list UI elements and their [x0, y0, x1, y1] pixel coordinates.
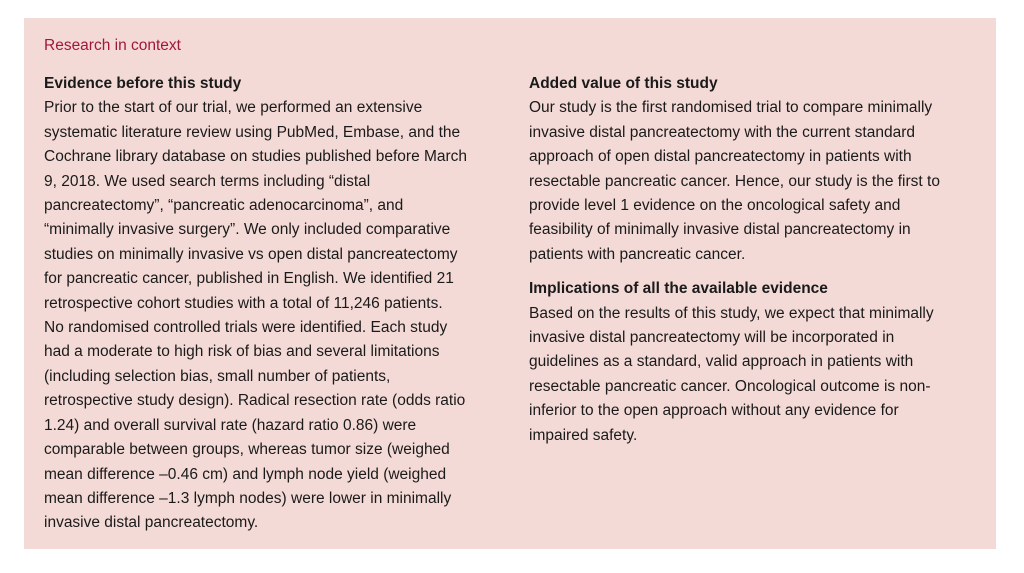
section-body [44, 96, 504, 535]
body-text-line: invasive distal pancreatectomy will be incorporated in [529, 329, 895, 347]
body-text-line: Based on the results of this study, we expect that minimally [529, 304, 934, 322]
body-text-line: had a moderate to high risk of bias and several limitations [44, 343, 440, 361]
body-text-line: mean difference –0.46 cm) and lymph node yield (weighed [44, 465, 447, 483]
body-text-line: retrospective cohort studies with a total of 11,246 patients. [44, 294, 443, 312]
body-text-line: inferior to the open approach without any evidence for [529, 402, 899, 420]
body-text-line: Cochrane library database on studies published before March [44, 148, 468, 166]
left-column [44, 72, 504, 546]
body-text-line: studies on minimally invasive vs open distal pancreatectomy [44, 245, 458, 263]
body-text-line: provide level 1 evidence on the oncological safety and [529, 197, 901, 215]
body-text-line: “minimally invasive surgery”. We only included comparative [44, 221, 451, 239]
body-text-line: No randomised controlled trials were identified. Each study [44, 319, 448, 337]
panel-title: Research in context [44, 37, 181, 54]
body-text-line: Our study is the first randomised trial to compare minimally [529, 99, 933, 117]
section-implications [529, 277, 984, 448]
body-text-line: guidelines as a standard, valid approach in patients with [529, 353, 914, 371]
body-text-line: (including selection bias, small number of patients, [44, 367, 391, 385]
body-text-line: mean difference –1.3 lymph nodes) were lower in minimally [44, 489, 452, 507]
body-text-line: patients with pancreatic cancer. [529, 245, 746, 263]
right-column [529, 72, 984, 458]
body-text-line: feasibility of minimally invasive distal pancreatectomy in [529, 221, 911, 239]
body-text-line: impaired safety. [529, 426, 638, 444]
body-text-line: comparable between groups, whereas tumor size (weighed [44, 441, 450, 459]
section-added-value [529, 72, 984, 267]
section-heading: Implications of all the available evidence [529, 280, 828, 298]
body-text-line: pancreatectomy”, “pancreatic adenocarcinoma”, and [44, 197, 404, 215]
section-body [529, 302, 984, 448]
body-text-line: systematic literature review using PubMed, Embase, and the [44, 123, 461, 141]
body-text-line: 9, 2018. We used search terms including “distal [44, 172, 371, 190]
section-heading: Added value of this study [529, 75, 718, 92]
body-text-line: for pancreatic cancer, published in English. We identified 21 [44, 270, 454, 288]
research-in-context-panel [24, 18, 996, 549]
section-body [529, 96, 984, 267]
body-text-line: approach of open distal pancreatectomy in patients with [529, 148, 912, 166]
section-evidence-before [44, 72, 504, 536]
section-heading: Evidence before this study [44, 75, 242, 92]
body-text-line: invasive distal pancreatectomy with the current standard [529, 123, 915, 141]
body-text-line: resectable pancreatic cancer. Hence, our study is the first to [529, 172, 940, 190]
body-text-line: retrospective study design). Radical resection rate (odds ratio [44, 392, 466, 410]
body-text-line: resectable pancreatic cancer. Oncological outcome is non- [529, 377, 931, 395]
body-text-line: invasive distal pancreatectomy. [44, 514, 259, 532]
body-text-line: Prior to the start of our trial, we performed an extensive [44, 99, 423, 117]
body-text-line: 1.24) and overall survival rate (hazard ratio 0.86) were [44, 416, 417, 434]
